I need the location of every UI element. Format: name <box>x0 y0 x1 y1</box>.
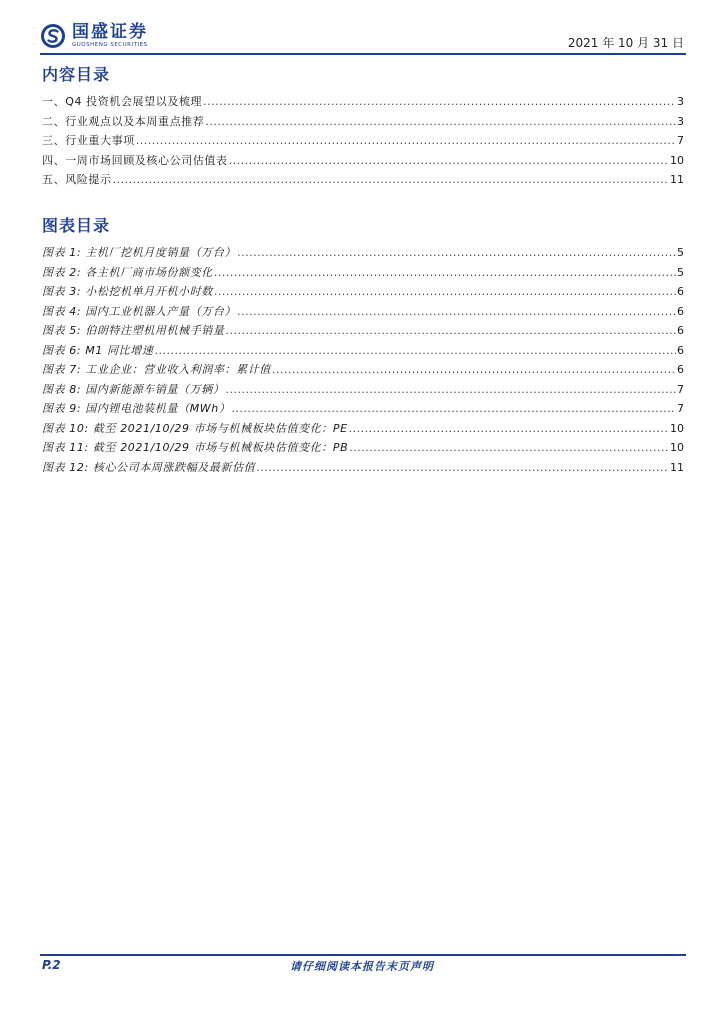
company-logo <box>40 20 148 52</box>
figure-entry-label: 图表 12: 核心公司本周涨跌幅及最新估值 <box>42 460 256 474</box>
figure-entry[interactable] <box>42 244 684 264</box>
figure-entry-label: 图表 3: 小松挖机单月开机小时数 <box>42 285 213 298</box>
toc-entry-page: 11 <box>670 173 684 186</box>
toc-leader-dots <box>214 285 676 298</box>
figure-entry-page: 7 <box>677 402 684 415</box>
figure-entry-label: 图表 10: 截至 2021/10/29 市场与机械板块估值变化：PE <box>42 421 348 435</box>
toc-leader-dots <box>205 115 676 128</box>
page-number: P.2 <box>42 958 61 972</box>
toc-entry-label: 三、行业重大事项 <box>42 134 135 147</box>
figure-entry-label: 图表 5: 伯朗特注塑机用机械手销量 <box>42 324 225 337</box>
toc-leader-dots <box>237 246 676 259</box>
figure-entry[interactable] <box>42 361 684 381</box>
footer-divider <box>40 954 686 956</box>
figure-entry-page: 6 <box>677 285 684 298</box>
figure-entry[interactable] <box>42 264 684 284</box>
figure-entry[interactable] <box>42 381 684 401</box>
toc-entry-page: 7 <box>677 134 684 147</box>
toc-leader-dots <box>237 305 676 318</box>
report-date: 2021 年 10 月 31 日 <box>567 36 684 50</box>
figure-entry[interactable] <box>42 439 684 459</box>
figure-entry[interactable] <box>42 303 684 323</box>
toc-entry[interactable] <box>42 171 684 191</box>
figure-entry[interactable] <box>42 342 684 362</box>
figure-entry-page: 6 <box>677 363 684 376</box>
toc-entry-label: 四、一周市场回顾及核心公司估值表 <box>42 153 228 167</box>
toc-leader-dots <box>272 363 676 376</box>
guosheng-logo-icon <box>40 23 66 49</box>
figure-entry-label: 图表 11: 截至 2021/10/29 市场与机械板块估值变化：PB <box>42 441 349 454</box>
toc-leader-dots <box>349 441 669 454</box>
footer-disclaimer-note: 请仔细阅读本报告末页声明 <box>290 960 434 973</box>
logo-chinese-name: 国盛证券 <box>72 22 148 42</box>
figure-entry-page: 5 <box>677 265 684 279</box>
figure-entry[interactable] <box>42 322 684 342</box>
figure-entry-page: 10 <box>670 421 684 435</box>
figure-entry-page: 5 <box>677 246 684 259</box>
toc-entry-page: 3 <box>677 114 684 128</box>
contents-title: 内容目录 <box>42 65 111 84</box>
figure-entry-label: 图表 4: 国内工业机器人产量（万台） <box>42 304 237 318</box>
figure-entry-page: 6 <box>677 343 684 357</box>
figure-entry-page: 11 <box>670 460 684 474</box>
toc-entry-label: 二、行业观点以及本周重点推荐 <box>42 114 205 128</box>
figures-title: 图表目录 <box>42 216 111 235</box>
figure-entry-label: 图表 7: 工业企业：营业收入利润率：累计值 <box>42 363 271 376</box>
toc-leader-dots <box>214 266 676 279</box>
figure-entry[interactable] <box>42 283 684 303</box>
toc-leader-dots <box>229 154 669 167</box>
toc-leader-dots <box>226 324 677 337</box>
contents-list <box>42 93 684 191</box>
figure-entry[interactable] <box>42 420 684 440</box>
figure-entry-label: 图表 6: M1 同比增速 <box>42 343 154 357</box>
figure-entry-page: 6 <box>677 324 684 337</box>
toc-entry-label: 五、风险提示 <box>42 173 112 186</box>
toc-leader-dots <box>136 134 676 147</box>
figure-entry-label: 图表 9: 国内锂电池装机量（MWh） <box>42 402 231 415</box>
figure-entry[interactable] <box>42 459 684 479</box>
toc-entry-page: 10 <box>670 153 684 167</box>
toc-entry-page: 3 <box>677 95 684 108</box>
page-header <box>40 20 686 54</box>
toc-leader-dots <box>231 402 676 415</box>
toc-entry[interactable] <box>42 93 684 113</box>
toc-entry[interactable] <box>42 132 684 152</box>
toc-entry-label: 一、Q4 投资机会展望以及梳理 <box>42 95 203 108</box>
figure-entry-page: 6 <box>677 304 684 318</box>
logo-english-name: GUOSHENG SECURITIES <box>72 42 148 48</box>
toc-leader-dots <box>256 461 669 474</box>
toc-leader-dots <box>113 173 669 186</box>
toc-entry[interactable] <box>42 152 684 172</box>
toc-leader-dots <box>226 383 677 396</box>
figure-entry-label: 图表 8: 国内新能源车销量（万辆） <box>42 382 225 396</box>
figure-entry-label: 图表 1: 主机厂挖机月度销量（万台） <box>42 246 237 259</box>
toc-entry[interactable] <box>42 113 684 133</box>
toc-leader-dots <box>349 422 669 435</box>
toc-leader-dots <box>203 95 676 108</box>
figure-entry-page: 7 <box>677 382 684 396</box>
figure-entry[interactable] <box>42 400 684 420</box>
header-divider <box>40 53 686 55</box>
figure-entry-label: 图表 2: 各主机厂商市场份额变化 <box>42 265 213 279</box>
toc-leader-dots <box>154 344 676 357</box>
figures-list <box>42 244 684 478</box>
figure-entry-page: 10 <box>670 441 684 454</box>
